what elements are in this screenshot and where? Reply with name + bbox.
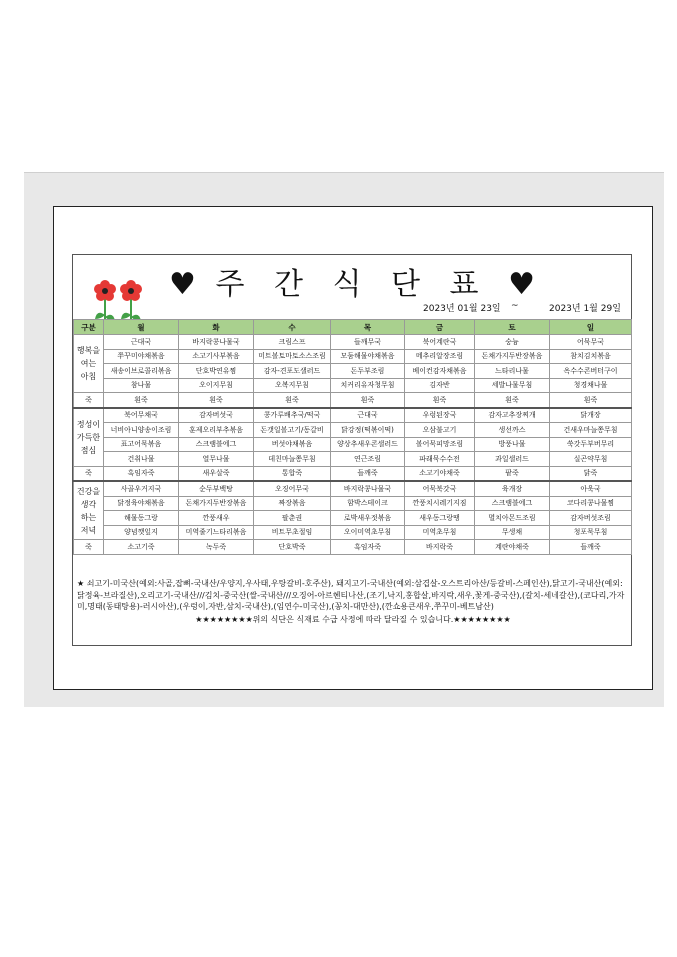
menu-cell: 크림스프 [254,335,331,350]
menu-cell: 무생채 [475,525,550,540]
menu-cell: 짜장볶음 [254,496,331,511]
menu-cell: 데친마늘쫑무침 [254,452,331,467]
menu-cell: 감자-견포도샐러드 [254,364,331,379]
meal-label: 정성이 가득한 점심 [74,408,104,467]
menu-cell: 볼어묵피망조림 [405,437,475,452]
menu-cell: 비트무초절임 [254,525,331,540]
menu-cell: 스크램블에그 [475,496,550,511]
porridge-cell: 흰죽 [405,393,475,408]
porridge-label: 죽 [74,540,104,555]
porridge-cell: 흑임자죽 [331,540,405,555]
menu-cell: 미역초무침 [405,525,475,540]
menu-cell: 청경채나물 [550,378,632,393]
menu-cell: 근대국 [104,335,179,350]
flower-icon [87,275,147,323]
menu-cell: 우렁된장국 [405,408,475,423]
menu-cell: 건취나물 [104,452,179,467]
menu-cell: 육개장 [475,481,550,496]
porridge-cell: 흰죽 [475,393,550,408]
porridge-cell: 소고기야채죽 [405,466,475,481]
date-tilde: ~ [511,301,519,311]
porridge-cell: 팥죽 [475,466,550,481]
header-cell: 월 [104,320,179,335]
header-cell: 토 [475,320,550,335]
menu-cell: 베이컨감자채볶음 [405,364,475,379]
notes-block [77,578,629,625]
title-text: 주 간 식 단 표 [215,267,489,302]
menu-cell: 돈채가지두반장볶음 [179,496,254,511]
menu-cell: 코다리콩나물찜 [550,496,632,511]
porridge-cell: 새우살죽 [179,466,254,481]
menu-cell: 메추리알장조림 [405,349,475,364]
table-row [74,452,632,467]
menu-cell: 건새우마늘쫑무침 [550,423,632,438]
porridge-row [74,393,632,408]
date-start: 2023년 01월 23일 [423,304,501,314]
menu-cell: 돈갯일볼고기/동갈비 [254,423,331,438]
header-cell: 수 [254,320,331,335]
menu-cell: 감자버섯국 [179,408,254,423]
menu-cell: 사골우거지국 [104,481,179,496]
porridge-cell: 계란야채죽 [475,540,550,555]
menu-sheet [72,254,632,646]
table-row [74,378,632,393]
menu-cell: 양상추새우콘샐러드 [331,437,405,452]
menu-cell: 미트볼토마토소스조림 [254,349,331,364]
table-row [74,525,632,540]
header-cell: 구분 [74,320,104,335]
header-row [74,320,632,335]
menu-cell: 감자고추장찌개 [475,408,550,423]
menu-cell: 오이미역초무침 [331,525,405,540]
menu-cell: 순두부백탕 [179,481,254,496]
porridge-row [74,466,632,481]
menu-cell: 팔춘권 [254,511,331,526]
menu-cell: 소고기사부볶음 [179,349,254,364]
menu-cell: 멸치아몬드조림 [475,511,550,526]
table-row [74,408,632,423]
menu-cell: 어묵북갓국 [405,481,475,496]
menu-cell: 김자반 [405,378,475,393]
table-row [74,349,632,364]
menu-cell: 모둠해물야채볶음 [331,349,405,364]
menu-cell: 오삼불고기 [405,423,475,438]
menu-cell: 오복지무침 [254,378,331,393]
porridge-cell: 닭죽 [550,466,632,481]
table-row [74,364,632,379]
menu-cell: 스크램블에그 [179,437,254,452]
porridge-cell: 들깨죽 [550,540,632,555]
menu-cell: 콩가루배추국/떡국 [254,408,331,423]
menu-cell: 세발나물무침 [475,378,550,393]
menu-cell: 단호박연유찜 [179,364,254,379]
porridge-cell: 흰죽 [331,393,405,408]
menu-cell: 과일샐러드 [475,452,550,467]
header-cell: 목 [331,320,405,335]
porridge-row [74,540,632,555]
menu-cell: 미역줄기느타리볶음 [179,525,254,540]
menu-cell: 깐풍새우 [179,511,254,526]
heart-icon: ♥ [169,267,196,302]
menu-cell: 어묵무국 [550,335,632,350]
porridge-label: 죽 [74,466,104,481]
menu-cell: 쑥갓두부버무리 [550,437,632,452]
menu-cell: 옥수수콘버터구이 [550,364,632,379]
menu-cell: 쭈꾸미야채볶음 [104,349,179,364]
menu-cell: 함박스테이크 [331,496,405,511]
menu-cell: 새우동그랑땡 [405,511,475,526]
table-row [74,423,632,438]
menu-cell: 파래묵수수전 [405,452,475,467]
menu-cell: 실곤약무침 [550,452,632,467]
menu-cell: 새송이브로콜리볶음 [104,364,179,379]
menu-cell: 닭개장 [550,408,632,423]
origin-note: ★ 쇠고기-미국산(예외:사골,잡뼈-국내산/우양지,우사태,우탕갈비-호주산), 돼지고기-국내산(예외:삼겹살-오스트리아산/등갈비-스페인산),닭고기-국내산(예외: 닭정육-브라질산),오리고기-국내산///김치-중국산(쌀-국내산///오징어-아르헨티나산,(조기,낙지,홍합살,바지락,새우,꽃게-중국산),(갈치-세네갈산),(코다리,가자미,명태(동태탕용)-러시아산),(우렁이,자반,삼치-국내산),(임연수-미국산),(꽁치-대만산),(깐쇼용큰새우,쭈꾸미-베트남산) [77,579,625,611]
menu-cell: 양념깻잎지 [104,525,179,540]
menu-cell: 참나물 [104,378,179,393]
header-cell: 금 [405,320,475,335]
porridge-cell: 통합죽 [254,466,331,481]
menu-cell: 참치김치볶음 [550,349,632,364]
table-row [74,437,632,452]
menu-cell: 로박새우젓볶음 [331,511,405,526]
disclaimer-note: ★★★★★★★★위의 식단은 식재료 수급 사정에 따라 달라질 수 있습니다.★★★★★★★★ [195,614,511,624]
header-cell: 일 [550,320,632,335]
menu-cell: 연근조림 [331,452,405,467]
porridge-label: 죽 [74,393,104,408]
menu-cell: 표고어묵볶음 [104,437,179,452]
menu-cell: 숭늉 [475,335,550,350]
porridge-cell: 흰죽 [104,393,179,408]
menu-cell: 닭강정(떡볶이떡) [331,423,405,438]
porridge-cell: 흰죽 [179,393,254,408]
menu-cell: 방풍나물 [475,437,550,452]
meal-label: 건강을 생각 하는 저녁 [74,481,104,540]
menu-cell: 너비아니양송이조림 [104,423,179,438]
porridge-cell: 들깨죽 [331,466,405,481]
table-row [74,496,632,511]
table-row [74,511,632,526]
porridge-cell: 흰죽 [550,393,632,408]
table-row [74,481,632,496]
menu-cell: 치커리유자청무침 [331,378,405,393]
date-end: 2023년 1월 29일 [549,304,621,314]
menu-cell: 깐풍치시레기지짐 [405,496,475,511]
menu-cell: 바지락콩나물국 [179,335,254,350]
menu-cell: 북어무채국 [104,408,179,423]
menu-cell: 돈채가지두반장볶음 [475,349,550,364]
menu-cell: 닭정육야채볶음 [104,496,179,511]
meal-label: 행복을 여는 아침 [74,335,104,393]
menu-cell: 느타리나물 [475,364,550,379]
menu-cell: 오징어무국 [254,481,331,496]
porridge-cell: 소고기죽 [104,540,179,555]
porridge-cell: 흰죽 [254,393,331,408]
page-title [73,259,631,303]
menu-cell: 해물동그랑 [104,511,179,526]
porridge-cell: 녹두죽 [179,540,254,555]
menu-cell: 감자버섯조림 [550,511,632,526]
header-cell: 화 [179,320,254,335]
menu-cell: 아욱국 [550,481,632,496]
menu-cell: 열무나물 [179,452,254,467]
menu-table [73,319,632,555]
menu-cell: 오이지무침 [179,378,254,393]
porridge-cell: 단호박죽 [254,540,331,555]
menu-cell: 바지락콩나물국 [331,481,405,496]
porridge-cell: 바지락죽 [405,540,475,555]
table-row [74,335,632,350]
menu-cell: 청포묵무침 [550,525,632,540]
menu-cell: 생선까스 [475,423,550,438]
porridge-cell: 흑임자죽 [104,466,179,481]
menu-cell: 훈제오리부추볶음 [179,423,254,438]
menu-cell: 근대국 [331,408,405,423]
menu-cell: 돈두부조림 [331,364,405,379]
menu-cell: 버섯야채볶음 [254,437,331,452]
menu-cell: 북어계란국 [405,335,475,350]
heart-icon: ♥ [508,267,535,302]
menu-cell: 들깨무국 [331,335,405,350]
